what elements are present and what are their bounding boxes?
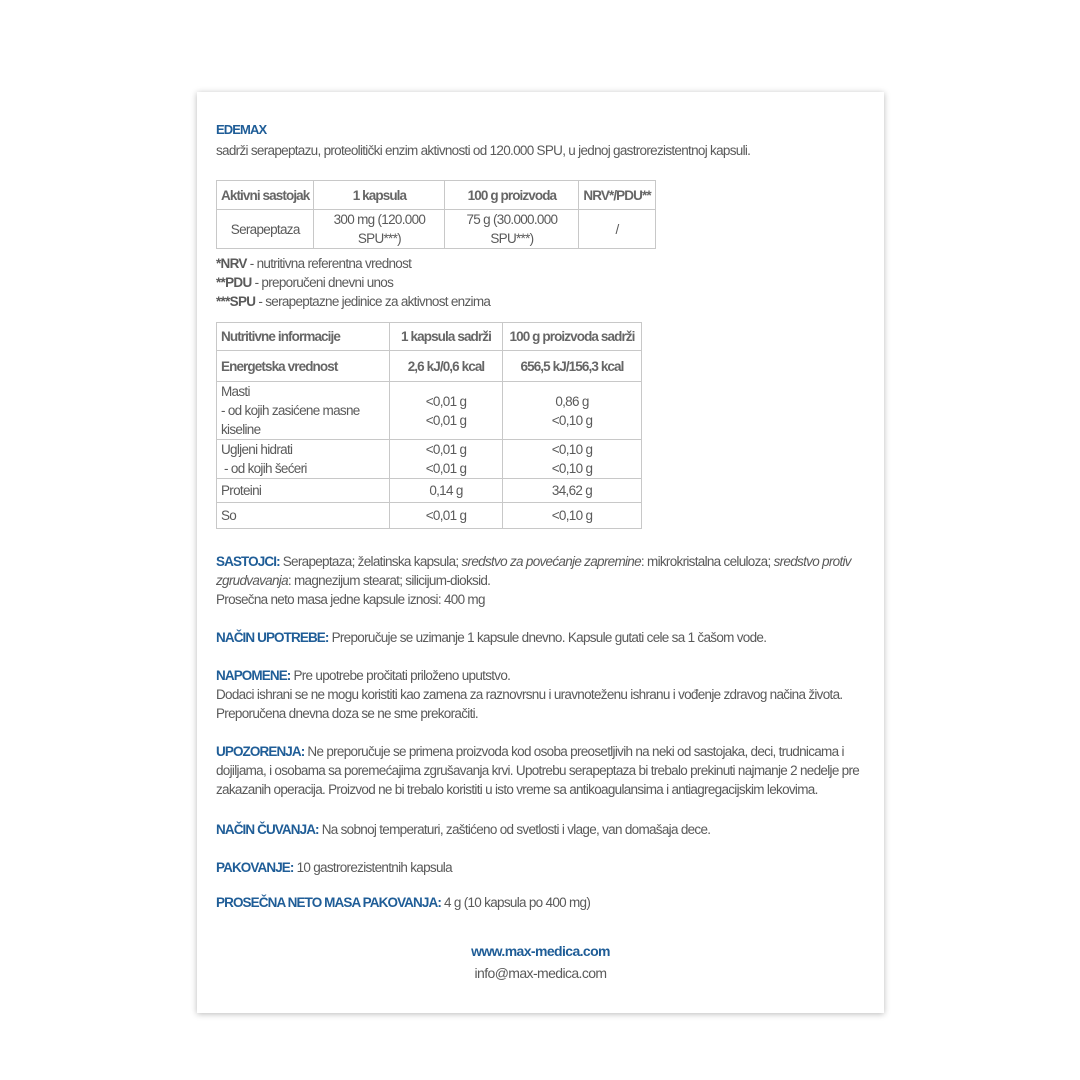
value: <0,01 g xyxy=(425,412,467,428)
section-label: SASTOJCI: xyxy=(216,554,280,569)
text: sredstvo za povećanje zapremine xyxy=(461,554,641,569)
cell: 34,62 g xyxy=(503,479,642,503)
value: <0,10 g xyxy=(551,442,593,457)
cell: 2,6 kJ/0,6 kcal xyxy=(390,351,503,382)
text: : mikrokristalna celuloza; xyxy=(640,554,774,569)
table-row xyxy=(217,351,642,382)
text: Prosečna neto masa jedne kapsule iznosi: 400 mg xyxy=(216,592,485,607)
warnings-section xyxy=(216,742,866,799)
cell: / xyxy=(579,210,655,249)
text: Preporučuje se uzimanje 1 kapsule dnevno. Kapsule gutati cele sa 1 čašom vode. xyxy=(328,630,767,645)
text: Ne preporučuje se primena proizvoda kod osoba preosetljivih na neki od sastojaka, deci, trudnicama i dojiljama, i osobama sa poremećajima zgrušavanja krvi. Upotrebu serapeptaza bi trebalo prekinuti najmanje 2 nedelje pre zakazanih operacija. Proizvod ne bi trebalo koristiti u isto vreme sa antikoagulansima i antiagregacijskim lekovima. xyxy=(216,744,860,797)
legend-key: ***SPU xyxy=(216,294,256,309)
cell xyxy=(390,382,503,440)
text: Serapeptaza; želatinska kapsula; xyxy=(279,554,462,569)
header-cell: Aktivni sastojak xyxy=(217,181,314,210)
header-cell: Nutritivne informacije xyxy=(217,323,390,351)
legend-text: - preporučeni dnevni unos xyxy=(251,275,394,290)
cell: 75 g (30.000.000 SPU***) xyxy=(445,210,579,249)
value: <0,01 g xyxy=(425,393,467,409)
cell: 0,14 g xyxy=(390,479,503,503)
row-sublabel: - od kojih šećeri xyxy=(221,461,307,476)
section-label: PROSEČNA NETO MASA PAKOVANJA: xyxy=(216,895,441,910)
table-row xyxy=(217,440,642,479)
header-cell: 1 kapsula xyxy=(314,181,445,210)
cell: 656,5 kJ/156,3 kcal xyxy=(503,351,642,382)
cell xyxy=(390,440,503,479)
intro-text: sadrži serapeptazu, proteolitički enzim aktivnosti od 120.000 SPU, u jednoj gastrorezistentnoj kapsuli. xyxy=(216,143,751,158)
value: <0,01 g xyxy=(425,461,467,476)
cell xyxy=(503,440,642,479)
cell xyxy=(217,440,390,479)
row-label: Masti xyxy=(221,384,250,399)
document-page xyxy=(197,92,884,1013)
value: <0,01 g xyxy=(425,442,467,457)
legend xyxy=(216,254,490,311)
text: : magnezijum stearat; silicijum-dioksid. xyxy=(287,573,491,588)
legend-key: *NRV xyxy=(216,256,247,271)
text: Dodaci ishrani se ne mogu koristiti kao zamena za raznovrsnu i uravnoteženu ishranu i vođenje zdravog načina života. xyxy=(216,687,843,702)
legend-text: - serapeptazne jedinice za aktivnost enzima xyxy=(255,294,491,309)
text: sredstvo protiv zgrudvavanja xyxy=(216,554,851,588)
cell: Proteini xyxy=(217,479,390,503)
text: Na sobnoj temperaturi, zaštićeno od svetlosti i vlage, van domašaja dece. xyxy=(318,822,711,837)
packaging-section xyxy=(216,858,866,877)
cell: <0,10 g xyxy=(503,503,642,529)
usage-section xyxy=(216,628,866,647)
legend-key: **PDU xyxy=(216,275,252,290)
cell: Energetska vrednost xyxy=(217,351,390,382)
legend-text: - nutritivna referentna vrednost xyxy=(246,256,412,271)
header-cell: 100 g proizvoda xyxy=(445,181,579,210)
table-row xyxy=(217,503,642,529)
cell xyxy=(503,382,642,440)
header-cell: 1 kapsula sadrži xyxy=(390,323,503,351)
cell: Serapeptaza xyxy=(217,210,314,249)
table-row xyxy=(217,479,642,503)
email-link[interactable]: info@max-medica.com xyxy=(474,965,607,981)
row-sublabel: - od kojih zasićene masne kiseline xyxy=(221,403,360,437)
table-row xyxy=(217,382,642,440)
text: 4 g (10 kapsula po 400 mg) xyxy=(440,895,591,910)
row-label: Ugljeni hidrati xyxy=(221,442,293,457)
section-label: PAKOVANJE: xyxy=(216,860,294,875)
section-label: NAPOMENE: xyxy=(216,668,291,683)
cell: <0,01 g xyxy=(390,503,503,529)
text: 10 gastrorezistentnih kapsula xyxy=(293,860,452,875)
cell xyxy=(217,382,390,440)
storage-section xyxy=(216,820,866,839)
net-mass-section xyxy=(216,893,866,912)
header-cell: NRV*/PDU** xyxy=(579,181,655,210)
section-label: NAČIN ČUVANJA: xyxy=(216,822,319,837)
notes-section xyxy=(216,666,866,723)
active-ingredient-table xyxy=(216,180,656,249)
website-link[interactable]: www.max-medica.com xyxy=(471,943,610,959)
value: <0,10 g xyxy=(551,461,593,476)
header-cell: 100 g proizvoda sadrži xyxy=(503,323,642,351)
ingredients-section xyxy=(216,552,866,609)
value: 0,86 g xyxy=(555,393,589,409)
table-row xyxy=(217,210,656,249)
nutrition-table xyxy=(216,322,642,529)
text: Pre upotrebe pročitati priloženo uputstvo. xyxy=(290,668,511,683)
product-title: EDEMAX xyxy=(216,122,267,137)
value: <0,10 g xyxy=(551,412,593,428)
cell: So xyxy=(217,503,390,529)
cell: 300 mg (120.000 SPU***) xyxy=(314,210,445,249)
text: Preporučena dnevna doza se ne sme prekoračiti. xyxy=(216,706,478,721)
section-label: NAČIN UPOTREBE: xyxy=(216,630,329,645)
section-label: UPOZORENJA: xyxy=(216,744,305,759)
